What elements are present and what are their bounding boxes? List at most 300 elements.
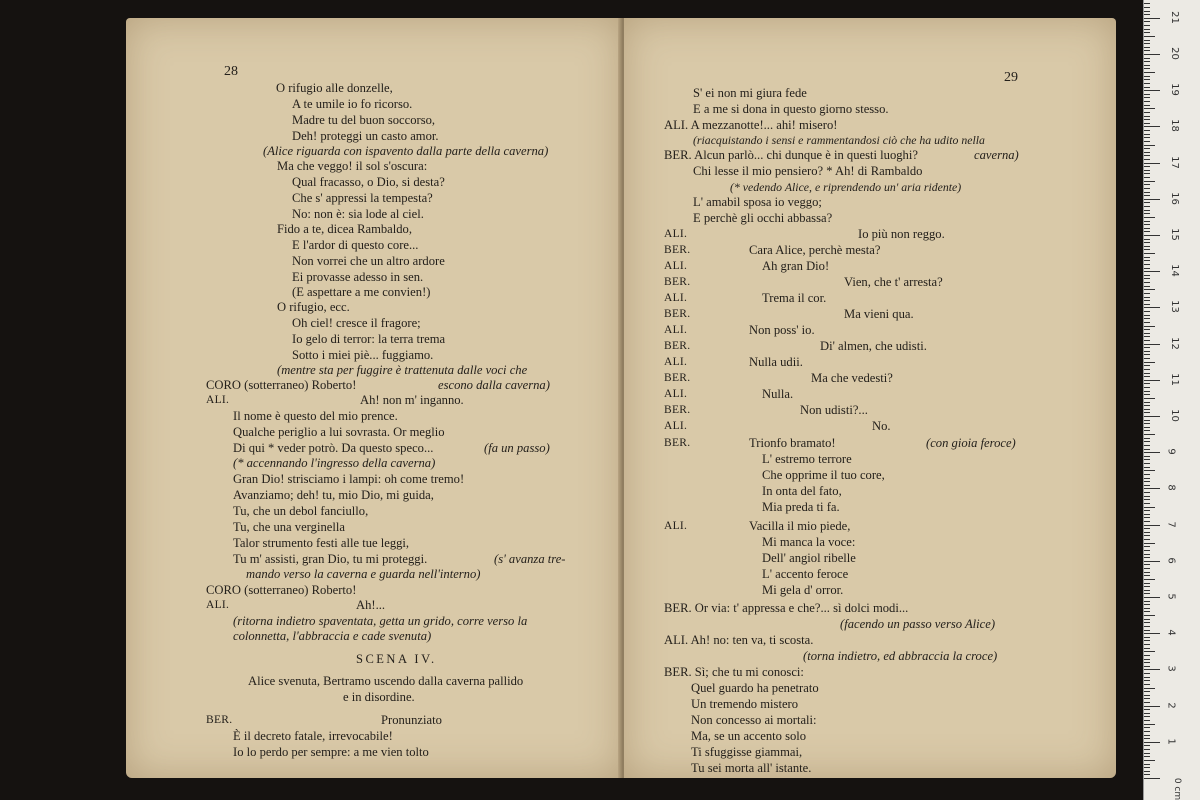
text-line: Ma che vedesti? — [811, 371, 893, 385]
ruler-tick — [1144, 333, 1150, 334]
ruler-tick — [1144, 76, 1150, 77]
ruler-tick — [1144, 170, 1150, 171]
ruler-tick — [1144, 514, 1150, 515]
ruler-tick — [1144, 626, 1150, 627]
ruler-number: 3 — [1165, 665, 1177, 673]
ruler-tick — [1144, 644, 1150, 645]
ruler-tick — [1144, 420, 1150, 421]
speaker-label: ALI. — [664, 420, 688, 432]
ruler-tick — [1144, 539, 1150, 540]
ruler-tick — [1144, 394, 1150, 395]
stage-direction: (riacquistando i sensi e rammentandosi ciò che ha udito nella — [693, 133, 985, 147]
ruler-tick — [1144, 481, 1150, 482]
ruler-tick — [1144, 369, 1150, 370]
text-line: Vien, che t' arresta? — [844, 275, 943, 289]
text-line: L' estremo terrore — [762, 452, 852, 466]
ruler-tick — [1144, 561, 1160, 562]
text-line: Nulla udii. — [749, 355, 803, 369]
stage-direction: escono dalla caverna) — [438, 378, 550, 392]
text-line: Tu, che una verginella — [233, 520, 345, 534]
text-line: Mia preda ti fa. — [762, 500, 840, 514]
ruler-tick — [1144, 507, 1155, 508]
ruler-tick — [1144, 90, 1160, 91]
text-line: Ma, se un accento solo — [691, 729, 807, 743]
ruler-tick — [1144, 47, 1150, 48]
ruler-tick — [1144, 268, 1150, 269]
ruler-tick — [1144, 713, 1150, 714]
ruler-tick — [1144, 282, 1150, 283]
ruler-tick — [1144, 116, 1150, 117]
ruler-tick — [1144, 695, 1150, 696]
ruler-tick — [1144, 564, 1150, 565]
text-line: BER. Or via: t' appressa e che?... sì dolci modi... — [664, 601, 909, 615]
text-line: Qualche periglio a lui sovrasta. Or meglio — [233, 425, 445, 439]
ruler-tick — [1144, 593, 1150, 594]
text-line: O rifugio alle donzelle, — [276, 81, 393, 95]
ruler-tick — [1144, 756, 1150, 757]
speaker-label: BER. — [664, 372, 691, 384]
page-number-left: 28 — [224, 64, 238, 79]
ruler-number: 20 — [1168, 47, 1180, 60]
ruler-tick — [1144, 702, 1150, 703]
text-line: Io gelo di terror: la terra trema — [292, 332, 446, 346]
ruler-tick — [1144, 405, 1150, 406]
ruler-tick — [1144, 731, 1150, 732]
speaker-label: ALI. — [206, 599, 230, 611]
ruler-tick — [1144, 463, 1150, 464]
text-line: BER. Sì; che tu mi conosci: — [664, 665, 804, 679]
text-line: No. — [872, 419, 891, 433]
stage-direction: colonnetta, l'abbraccia e cade svenuta) — [233, 629, 432, 643]
ruler-tick — [1144, 231, 1150, 232]
ruler-tick — [1144, 159, 1150, 160]
ruler-tick — [1144, 43, 1150, 44]
stage-direction: (ritorna indietro spaventata, getta un grido, corre verso la — [233, 614, 528, 628]
ruler-tick — [1144, 380, 1160, 381]
ruler-tick — [1144, 278, 1150, 279]
ruler-tick — [1144, 253, 1155, 254]
ruler-tick — [1144, 119, 1150, 120]
ruler-number: 7 — [1165, 520, 1177, 528]
ruler-tick — [1144, 351, 1150, 352]
ruler-tick — [1144, 648, 1150, 649]
text-line: L' amabil sposa io veggo; — [693, 195, 822, 209]
ruler-tick — [1144, 742, 1160, 743]
speaker-label: ALI. — [664, 260, 688, 272]
ruler-tick — [1144, 659, 1150, 660]
ruler-tick — [1144, 163, 1160, 164]
text-line: Non vorrei che un altro ardore — [292, 254, 445, 268]
ruler-tick — [1144, 94, 1150, 95]
text-line: Madre tu del buon soccorso, — [292, 113, 436, 127]
text-line: È il decreto fatale, irrevocabile! — [233, 729, 393, 743]
ruler-tick — [1144, 188, 1150, 189]
ruler-tick — [1144, 535, 1150, 536]
text-line: Non udisti?... — [800, 403, 868, 417]
ruler-tick — [1144, 126, 1160, 127]
ruler-tick — [1144, 499, 1150, 500]
ruler-tick — [1144, 459, 1150, 460]
ruler-tick — [1144, 738, 1150, 739]
stage-direction: (* accennando l'ingresso della caverna) — [233, 456, 436, 470]
ruler-tick — [1144, 36, 1155, 37]
text-line: Fido a te, dicea Rambaldo, — [277, 222, 412, 236]
ruler-tick — [1144, 470, 1155, 471]
text-line: Pronunziato — [381, 713, 442, 727]
ruler-tick — [1144, 40, 1150, 41]
ruler-tick — [1144, 503, 1150, 504]
stage-direction: (torna indietro, ed abbraccia la croce) — [803, 649, 998, 663]
ruler-tick — [1144, 21, 1150, 22]
ruler-tick — [1144, 749, 1150, 750]
ruler-tick — [1144, 412, 1150, 413]
stage-direction: mando verso la caverna e guarda nell'interno) — [246, 567, 481, 581]
speaker-label: ALI. — [664, 292, 688, 304]
text-line: BER. Alcun parlò... chi dunque è in questi luoghi? — [664, 148, 918, 162]
stage-direction: (con gioia feroce) — [926, 436, 1016, 450]
ruler-tick — [1144, 402, 1150, 403]
ruler-tick — [1144, 336, 1150, 337]
ruler-tick — [1144, 778, 1160, 779]
ruler-tick — [1144, 130, 1150, 131]
ruler-tick — [1144, 373, 1150, 374]
ruler-tick — [1144, 546, 1150, 547]
ruler-tick — [1144, 58, 1150, 59]
ruler-tick — [1144, 630, 1150, 631]
text-line: Di qui * veder potrò. Da questo speco... — [233, 441, 434, 455]
text-line: Talor strumento festi alle tue leggi, — [233, 536, 410, 550]
text-line: No: non è: sia lode al ciel. — [292, 207, 424, 221]
ruler-tick — [1144, 7, 1150, 8]
ruler-tick — [1144, 286, 1150, 287]
ruler-number: 12 — [1168, 336, 1180, 350]
measurement-ruler — [1143, 0, 1200, 800]
ruler-tick — [1144, 228, 1150, 229]
ruler-tick — [1144, 467, 1150, 468]
text-line: Che s' appressi la tempesta? — [292, 191, 433, 205]
stage-direction: (s' avanza tre- — [494, 552, 566, 566]
ruler-tick — [1144, 474, 1150, 475]
ruler-tick — [1144, 145, 1155, 146]
ruler-number: 11 — [1168, 372, 1180, 386]
ruler-tick — [1144, 213, 1150, 214]
speaker-label: BER. — [664, 244, 691, 256]
ruler-tick — [1144, 79, 1150, 80]
ruler-tick — [1144, 771, 1150, 772]
ruler-tick — [1144, 720, 1150, 721]
text-line: Nulla. — [762, 387, 794, 401]
ruler-tick — [1144, 358, 1150, 359]
ruler-tick — [1144, 423, 1150, 424]
text-line: Mi gela d' orror. — [762, 583, 844, 597]
ruler-tick — [1144, 572, 1150, 573]
stage-direction: caverna) — [974, 148, 1019, 162]
ruler-tick — [1144, 637, 1150, 638]
ruler-tick — [1144, 456, 1150, 457]
ruler-tick — [1144, 329, 1150, 330]
text-line: Io più non reggo. — [858, 227, 945, 241]
ruler-tick — [1144, 655, 1150, 656]
ruler-tick — [1144, 297, 1150, 298]
ruler-tick — [1144, 619, 1150, 620]
ruler-number: 13 — [1168, 300, 1180, 314]
text-line: Ti sfuggisse giammai, — [691, 745, 803, 759]
ruler-tick — [1144, 753, 1150, 754]
ruler-tick — [1144, 604, 1150, 605]
speaker-label: ALI. — [664, 324, 688, 336]
ruler-tick — [1144, 199, 1160, 200]
ruler-tick — [1144, 340, 1150, 341]
text-line: Vacilla il mio piede, — [749, 519, 851, 533]
ruler-tick — [1144, 101, 1150, 102]
ruler-tick — [1144, 517, 1150, 518]
text-line: E a me si dona in questo giorno stesso. — [693, 102, 889, 116]
ruler-tick — [1144, 192, 1150, 193]
ruler-tick — [1144, 550, 1150, 551]
ruler-tick — [1144, 568, 1150, 569]
ruler-tick — [1144, 304, 1150, 305]
ruler-tick — [1144, 735, 1150, 736]
text-line: Qual fracasso, o Dio, si desta? — [292, 175, 445, 189]
text-line: Ma vieni qua. — [844, 307, 914, 321]
ruler-tick — [1144, 680, 1150, 681]
ruler-tick — [1144, 72, 1155, 73]
ruler-number: 16 — [1168, 191, 1180, 205]
ruler-tick — [1144, 709, 1150, 710]
ruler-tick — [1144, 622, 1150, 623]
ruler-tick — [1144, 344, 1160, 345]
text-line: Gran Dio! strisciamo i lampi: oh come tremo! — [233, 472, 465, 486]
ruler-tick — [1144, 32, 1150, 33]
ruler-tick — [1144, 449, 1150, 450]
speaker-label: ALI. — [664, 388, 688, 400]
text-line: Tu sei morta all' istante. — [691, 761, 812, 775]
speaker-label: BER. — [664, 437, 691, 449]
ruler-tick — [1144, 767, 1150, 768]
ruler-tick — [1144, 651, 1155, 652]
ruler-number: 14 — [1168, 264, 1180, 278]
ruler-tick — [1144, 249, 1150, 250]
ruler-tick — [1144, 760, 1155, 761]
ruler-number: 21 — [1168, 10, 1180, 24]
speaker-label: ALI. — [206, 394, 230, 406]
ruler-number: 15 — [1168, 228, 1180, 241]
ruler-tick — [1144, 543, 1155, 544]
ruler-tick — [1144, 583, 1150, 584]
ruler-tick — [1144, 354, 1150, 355]
speaker-label: BER. — [206, 714, 233, 726]
text-line: Sotto i miei piè... fuggiamo. — [292, 348, 434, 362]
ruler-tick — [1144, 575, 1150, 576]
ruler-number: 1 — [1165, 738, 1177, 745]
ruler-tick — [1144, 134, 1150, 135]
text-line: Oh ciel! cresce il fragore; — [292, 316, 421, 330]
ruler-number: 6 — [1165, 557, 1177, 564]
text-line: Trema il cor. — [762, 291, 827, 305]
ruler-tick — [1144, 289, 1155, 290]
ruler-tick — [1144, 586, 1150, 587]
ruler-unit-label: 0 cm — [1172, 777, 1183, 800]
text-line: L' accento feroce — [762, 567, 849, 581]
ruler-tick — [1144, 662, 1150, 663]
text-line: Un tremendo mistero — [691, 697, 799, 711]
speaker-label: BER. — [664, 308, 691, 320]
ruler-tick — [1144, 590, 1150, 591]
ruler-tick — [1144, 275, 1150, 276]
ruler-tick — [1144, 257, 1150, 258]
ruler-tick — [1144, 61, 1150, 62]
ruler-tick — [1144, 152, 1150, 153]
text-line: A te umile io fo ricorso. — [292, 97, 413, 111]
text-line: S' ei non mi giura fede — [693, 86, 807, 100]
speaker-label: BER. — [664, 340, 691, 352]
ruler-tick — [1144, 224, 1150, 225]
ruler-number: 5 — [1165, 593, 1177, 600]
speaker-label: ALI. — [664, 520, 688, 532]
ruler-tick — [1144, 177, 1150, 178]
text-line: Il nome è questo del mio prence. — [233, 409, 398, 423]
ruler-number: 4 — [1165, 629, 1177, 636]
ruler-tick — [1144, 347, 1150, 348]
ruler-tick — [1144, 615, 1155, 616]
text-line: Deh! proteggi un casto amor. — [292, 129, 439, 143]
ruler-tick — [1144, 365, 1150, 366]
ruler-tick — [1144, 18, 1160, 19]
ruler-tick — [1144, 409, 1150, 410]
stage-direction: (* vedendo Alice, e riprendendo un' aria ridente) — [730, 180, 962, 194]
ruler-tick — [1144, 83, 1150, 84]
ruler-tick — [1144, 666, 1150, 667]
ruler-tick — [1144, 452, 1160, 453]
ruler-tick — [1144, 691, 1150, 692]
ruler-tick — [1144, 579, 1155, 580]
ruler-tick — [1144, 25, 1150, 26]
text-line: Dell' angiol ribelle — [762, 551, 856, 565]
text-line: O rifugio, ecc. — [277, 300, 350, 314]
text-line: E l'ardor di questo core... — [292, 238, 419, 252]
ruler-tick — [1144, 271, 1160, 272]
ruler-tick — [1144, 50, 1150, 51]
ruler-tick — [1144, 716, 1150, 717]
stage-direction: (fa un passo) — [484, 441, 550, 455]
ruler-tick — [1144, 14, 1150, 15]
ruler-tick — [1144, 601, 1150, 602]
text-line: Che opprime il tuo core, — [762, 468, 885, 482]
ruler-tick — [1144, 108, 1155, 109]
scene-description: Alice svenuta, Bertramo uscendo dalla caverna pallido — [248, 674, 524, 688]
ruler-tick — [1144, 633, 1160, 634]
ruler-tick — [1144, 112, 1150, 113]
ruler-tick — [1144, 311, 1150, 312]
ruler-tick — [1144, 264, 1150, 265]
text-line: Trionfo bramato! — [749, 436, 836, 450]
ruler-tick — [1144, 706, 1160, 707]
ruler-tick — [1144, 430, 1150, 431]
ruler-tick — [1144, 97, 1150, 98]
ruler-tick — [1144, 326, 1155, 327]
text-line: Ma che veggo! il sol s'oscura: — [277, 159, 428, 173]
ruler-tick — [1144, 727, 1150, 728]
stage-direction: (Alice riguarda con ispavento dalla parte della caverna) — [263, 144, 549, 158]
ruler-tick — [1144, 640, 1150, 641]
ruler-tick — [1144, 217, 1155, 218]
ruler-tick — [1144, 434, 1155, 435]
scene-heading: SCENA IV. — [356, 652, 437, 666]
ruler-tick — [1144, 774, 1150, 775]
ruler-tick — [1144, 488, 1160, 489]
text-line: ALI. Ah! no: ten va, ti scosta. — [664, 633, 814, 647]
text-line: In onta del fato, — [762, 484, 842, 498]
ruler-tick — [1144, 235, 1160, 236]
ruler-tick — [1144, 391, 1150, 392]
ruler-tick — [1144, 525, 1160, 526]
ruler-tick — [1144, 438, 1150, 439]
ruler-tick — [1144, 123, 1150, 124]
ruler-tick — [1144, 688, 1155, 689]
ruler-tick — [1144, 155, 1150, 156]
ruler-tick — [1144, 322, 1150, 323]
ruler-tick — [1144, 65, 1150, 66]
ruler-tick — [1144, 318, 1150, 319]
ruler-tick — [1144, 554, 1150, 555]
ruler-tick — [1144, 398, 1155, 399]
ruler-tick — [1144, 3, 1150, 4]
speaker-label: ALI. — [664, 356, 688, 368]
ruler-number: 2 — [1165, 701, 1177, 709]
ruler-tick — [1144, 764, 1150, 765]
ruler-tick — [1144, 362, 1155, 363]
ruler-tick — [1144, 698, 1150, 699]
text-line: Cara Alice, perchè mesta? — [749, 243, 881, 257]
ruler-tick — [1144, 608, 1150, 609]
text-line: Non poss' io. — [749, 323, 815, 337]
ruler-tick — [1144, 496, 1150, 497]
text-line: Chi lesse il mio pensiero? * Ah! di Rambaldo — [693, 164, 923, 178]
ruler-tick — [1144, 521, 1150, 522]
ruler-tick — [1144, 315, 1150, 316]
ruler-tick — [1144, 745, 1150, 746]
text-line: Ah!... — [356, 598, 386, 612]
ruler-tick — [1144, 441, 1150, 442]
ruler-tick — [1144, 383, 1150, 384]
ruler-tick — [1144, 68, 1150, 69]
text-line: E perchè gli occhi abbassa? — [693, 211, 833, 225]
text-line: Ah gran Dio! — [762, 259, 830, 273]
ruler-tick — [1144, 239, 1150, 240]
ruler-number: 10 — [1168, 409, 1180, 422]
stage-direction: (facendo un passo verso Alice) — [840, 617, 996, 631]
text-line: Non concesso ai mortali: — [691, 713, 817, 727]
text-line: Ah! non m' inganno. — [360, 393, 464, 407]
ruler-tick — [1144, 673, 1150, 674]
ruler-tick — [1144, 416, 1160, 417]
ruler-tick — [1144, 242, 1150, 243]
ruler-number: 8 — [1165, 484, 1177, 492]
speaker-label: ALI. — [664, 228, 688, 240]
text-line: Tu m' assisti, gran Dio, tu mi proteggi. — [233, 552, 428, 566]
ruler-number: 19 — [1168, 83, 1180, 97]
text-line: ALI. A mezzanotte!... ahi! misero! — [664, 118, 838, 132]
ruler-tick — [1144, 445, 1150, 446]
stage-direction: (mentre sta per fuggire è trattenuta dalle voci che — [277, 363, 528, 377]
ruler-tick — [1144, 293, 1150, 294]
ruler-tick — [1144, 195, 1150, 196]
ruler-tick — [1144, 148, 1150, 149]
ruler-tick — [1144, 141, 1150, 142]
ruler-tick — [1144, 427, 1150, 428]
ruler-number: 17 — [1168, 155, 1180, 169]
speaker-label: BER. — [664, 276, 691, 288]
